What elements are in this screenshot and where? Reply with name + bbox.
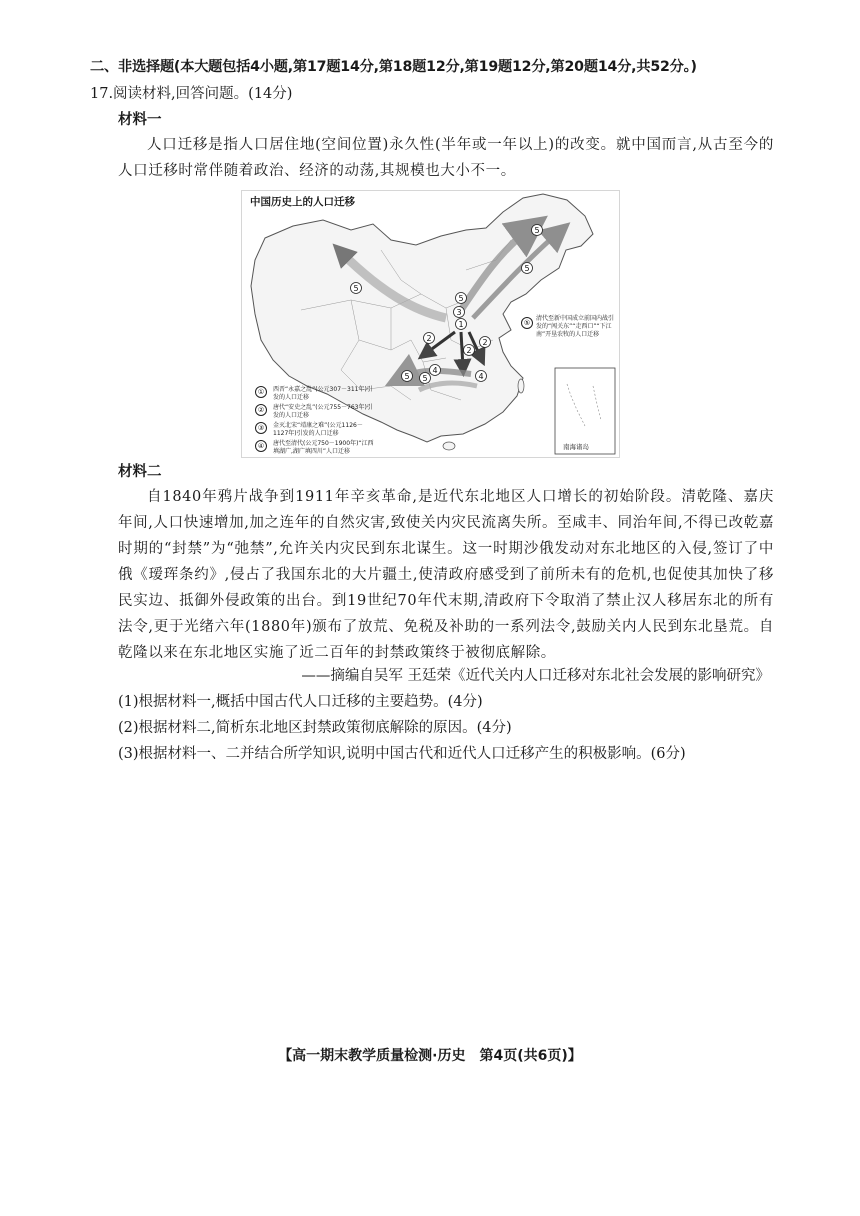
- legend-item: [255, 440, 375, 456]
- map-marker-5b: [456, 293, 467, 304]
- section-header: 二、非选择题(本大题包括4小题,第17题14分,第18题12分,第19题12分,第20题14分,共52分。): [90, 59, 697, 75]
- map-marker-1: [456, 319, 467, 330]
- svg-text:2: 2: [426, 334, 432, 343]
- svg-text:5: 5: [534, 226, 540, 235]
- note-text: 清代至新中国成立前国内战引发的“闯关东”“走西口”“下江南”开垦农牧的人口迁移: [536, 315, 615, 338]
- svg-text:3: 3: [456, 308, 462, 317]
- material2-text: 自1840年鸦片战争到1911年辛亥革命,是近代东北地区人口增长的初始阶段。清乾隆、嘉庆年间,人口快速增加,加之连年的自然灾害,致使关内灾民流离失所。至咸丰、同治年间,不得已改乾嘉时期的“封禁”为“弛禁”,允许关内灾民到东北谋生。这一时期沙俄发动对东北地区的入侵,签订了中俄《瑷珲条约》,侵占了我国东北的大片疆土,使清政府感受到了前所未有的危机,也促使其加快了移民实边、抵御外侵政策的出台。到19世纪70年代末期,清政府下令取消了禁止汉人移居东北的所有法令,更于光绪六年(1880年)颁布了放荒、免税及补助的一系列法令,鼓励关内人民到东北垦荒。自乾隆以来在东北地区实施了近二百年的封禁政策终于被彻底解除。: [118, 489, 774, 661]
- map-title: 中国历史上的人口迁移: [250, 196, 355, 208]
- legend-text: 唐代至清代(公元750－1900年)“江西填湖广,湖广填四川”人口迁移: [273, 440, 374, 455]
- svg-text:5: 5: [422, 374, 428, 383]
- material1-text: 人口迁移是指人口居住地(空间位置)永久性(半年或一年以上)的改变。就中国而言,从古至今的人口迁移时常伴随着政治、经济的动荡,其规模也大小不一。: [118, 137, 774, 179]
- svg-text:2: 2: [466, 346, 472, 355]
- legend-number: ④: [255, 440, 267, 452]
- map-marker-4b: [476, 371, 487, 382]
- migration-map: [241, 190, 620, 458]
- map-marker-5c: [532, 225, 543, 236]
- question-3: (3)根据材料一、二并结合所学知识,说明中国古代和近代人口迁移产生的积极影响。(6分): [118, 746, 686, 762]
- question-2: (2)根据材料二,简析东北地区封禁政策彻底解除的原因。(4分): [118, 720, 512, 736]
- question-1: (1)根据材料一,概括中国古代人口迁移的主要趋势。(4分): [118, 694, 483, 710]
- source-citation: ——摘编自吴军 王廷荣《近代关内人口迁移对东北社会发展的影响研究》: [301, 668, 770, 684]
- note-number: ⑤: [521, 317, 533, 329]
- legend-number: ①: [255, 386, 267, 398]
- map-marker-4a: [430, 365, 441, 376]
- svg-text:1: 1: [458, 320, 464, 329]
- svg-text:4: 4: [432, 366, 438, 375]
- material1-label: 材料一: [118, 112, 162, 128]
- map-marker-5a: [351, 283, 362, 294]
- svg-text:4: 4: [478, 372, 484, 381]
- svg-text:5: 5: [458, 294, 464, 303]
- page-footer: 【高一期末教学质量检测·历史 第4页(共6页)】: [278, 1048, 582, 1064]
- svg-text:2: 2: [482, 338, 488, 347]
- svg-text:5: 5: [353, 284, 359, 293]
- map-marker-3: [454, 307, 465, 318]
- legend-item: [255, 422, 375, 438]
- map-marker-2b: [464, 345, 475, 356]
- legend-item: [255, 386, 375, 402]
- map-marker-2c: [480, 337, 491, 348]
- question-title: 17.阅读材料,回答问题。(14分): [90, 86, 293, 102]
- legend-number: ③: [255, 422, 267, 434]
- map-marker-2a: [424, 333, 435, 344]
- legend-item: [255, 404, 375, 420]
- legend-text: 西晋“永嘉之乱”(公元307－311年)引发的人口迁移: [273, 386, 373, 401]
- map-marker-5f: [420, 373, 431, 384]
- map-marker-5d: [522, 263, 533, 274]
- material2-label: 材料二: [118, 464, 162, 480]
- legend-text: 金灭北宋“靖康之难”(公元1126－1127年)引发的人口迁移: [273, 422, 363, 437]
- map-marker-5e: [402, 371, 413, 382]
- legend-number: ②: [255, 404, 267, 416]
- inset-label: 南海诸岛: [563, 443, 589, 451]
- svg-text:5: 5: [404, 372, 410, 381]
- svg-text:5: 5: [524, 264, 530, 273]
- map-note-5: [521, 315, 617, 339]
- arrow-south-1: [461, 332, 463, 368]
- legend-text: 唐代“安史之乱”(公元755－763年)引发的人口迁移: [273, 404, 373, 419]
